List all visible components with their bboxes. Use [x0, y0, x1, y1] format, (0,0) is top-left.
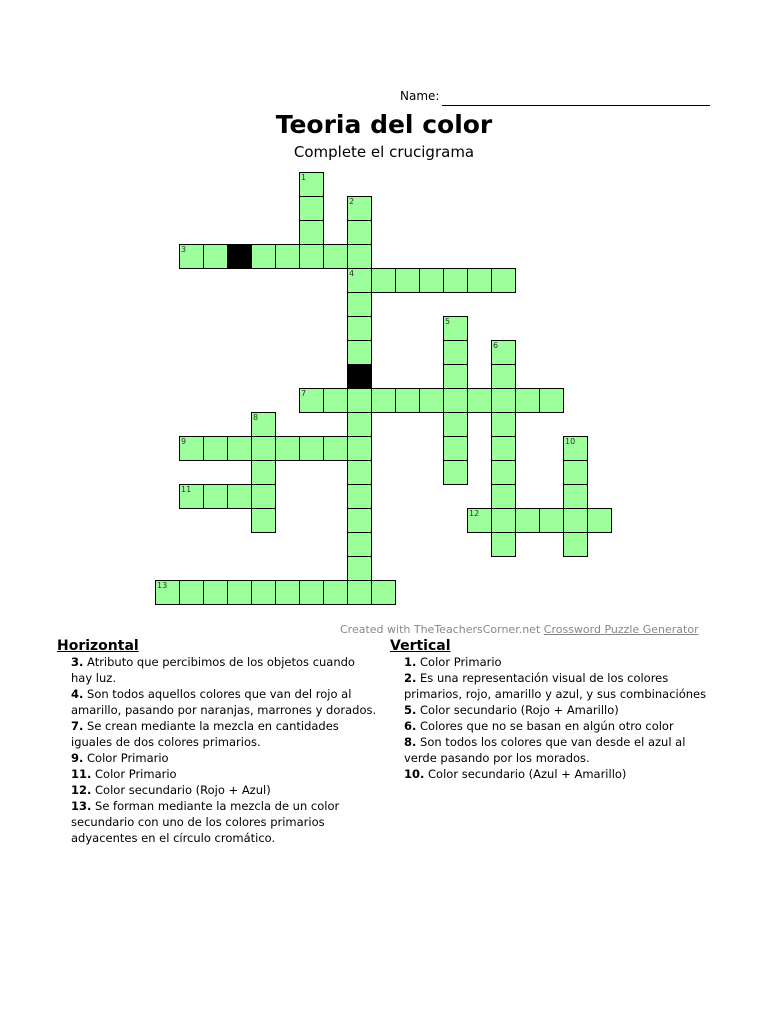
grid-cell[interactable] [347, 292, 372, 317]
grid-cell[interactable] [251, 244, 276, 269]
grid-cell[interactable] [299, 220, 324, 245]
grid-cell[interactable] [347, 412, 372, 437]
grid-cell[interactable] [491, 436, 516, 461]
grid-block [347, 364, 372, 389]
grid-number: 6 [493, 341, 499, 350]
horizontal-clues [57, 638, 377, 846]
grid-cell[interactable] [347, 268, 372, 293]
grid-number: 7 [301, 389, 307, 398]
grid-cell[interactable] [323, 388, 348, 413]
grid-cell[interactable] [323, 580, 348, 605]
clue-text: Colores que no se basan en algún otro color [416, 719, 674, 733]
clue-text: Color Primario [416, 655, 502, 669]
clue-number: 5. [404, 703, 417, 717]
grid-cell[interactable] [395, 268, 420, 293]
grid-cell[interactable] [419, 388, 444, 413]
grid-cell[interactable] [275, 436, 300, 461]
grid-cell[interactable] [347, 244, 372, 269]
grid-cell[interactable] [467, 508, 492, 533]
grid-cell[interactable] [251, 580, 276, 605]
grid-cell[interactable] [347, 460, 372, 485]
grid-cell[interactable] [251, 412, 276, 437]
clue-item [71, 798, 377, 846]
grid-cell[interactable] [299, 172, 324, 197]
vertical-heading: Vertical [390, 638, 451, 654]
grid-cell[interactable] [347, 532, 372, 557]
grid-number: 2 [349, 197, 355, 206]
grid-cell[interactable] [347, 220, 372, 245]
grid-number: 4 [349, 269, 355, 278]
grid-cell[interactable] [227, 436, 252, 461]
grid-cell[interactable] [563, 460, 588, 485]
clue-number: 7. [71, 719, 84, 733]
grid-cell[interactable] [443, 436, 468, 461]
grid-cell[interactable] [491, 268, 516, 293]
grid-cell[interactable] [563, 484, 588, 509]
clue-item [71, 750, 377, 766]
clue-item [71, 686, 377, 718]
clue-number: 13. [71, 799, 92, 813]
grid-number: 5 [445, 317, 451, 326]
grid-number: 11 [181, 485, 192, 494]
grid-cell[interactable] [347, 556, 372, 581]
grid-cell[interactable] [395, 388, 420, 413]
grid-cell[interactable] [443, 268, 468, 293]
grid-cell[interactable] [203, 484, 228, 509]
grid-cell[interactable] [563, 532, 588, 557]
grid-cell[interactable] [443, 340, 468, 365]
grid-cell[interactable] [227, 580, 252, 605]
grid-number: 12 [469, 509, 480, 518]
clue-text: Es una representación visual de los colores primarios, rojo, amarillo y azul, y sus combinaciónes [404, 671, 707, 701]
clue-item [404, 654, 712, 670]
grid-cell[interactable] [347, 580, 372, 605]
grid-cell[interactable] [203, 436, 228, 461]
grid-cell[interactable] [467, 268, 492, 293]
clue-number: 8. [404, 735, 417, 749]
grid-number: 8 [253, 413, 259, 422]
grid-cell[interactable] [347, 484, 372, 509]
grid-cell[interactable] [443, 388, 468, 413]
clue-number: 3. [71, 655, 84, 669]
grid-cell[interactable] [299, 388, 324, 413]
clue-text: Color secundario (Azul + Amarillo) [424, 767, 627, 781]
clue-item [404, 670, 712, 702]
grid-cell[interactable] [467, 388, 492, 413]
grid-cell[interactable] [251, 436, 276, 461]
clue-item [71, 718, 377, 750]
grid-cell[interactable] [323, 436, 348, 461]
grid-number: 10 [565, 437, 576, 446]
grid-cell[interactable] [443, 412, 468, 437]
grid-cell[interactable] [515, 388, 540, 413]
grid-cell[interactable] [491, 340, 516, 365]
clue-text: Se forman mediante la mezcla de un color secundario con uno de los colores primarios adyacentes en el círculo cromático. [71, 799, 340, 845]
grid-cell[interactable] [275, 580, 300, 605]
grid-cell[interactable] [539, 388, 564, 413]
grid-cell[interactable] [347, 340, 372, 365]
grid-cell[interactable] [179, 436, 204, 461]
grid-number: 9 [181, 437, 187, 446]
grid-block [227, 244, 252, 269]
grid-cell[interactable] [443, 364, 468, 389]
grid-cell[interactable] [227, 484, 252, 509]
grid-cell[interactable] [251, 484, 276, 509]
credit-line [340, 623, 699, 636]
grid-cell[interactable] [347, 316, 372, 341]
grid-cell[interactable] [443, 460, 468, 485]
clue-text: Color Primario [83, 751, 169, 765]
grid-cell[interactable] [419, 268, 444, 293]
generator-link[interactable]: Crossword Puzzle Generator [543, 623, 699, 636]
clue-number: 12. [71, 783, 92, 797]
grid-cell[interactable] [347, 196, 372, 221]
clue-text: Atributo que percibimos de los objetos cuando hay luz. [71, 655, 355, 685]
clue-item [404, 702, 712, 718]
grid-number: 3 [181, 245, 187, 254]
grid-cell[interactable] [491, 388, 516, 413]
grid-cell[interactable] [371, 268, 396, 293]
grid-cell[interactable] [299, 244, 324, 269]
grid-cell[interactable] [203, 580, 228, 605]
grid-cell[interactable] [443, 316, 468, 341]
grid-cell[interactable] [371, 580, 396, 605]
name-field-line[interactable] [442, 105, 710, 106]
clue-text: Son todos aquellos colores que van del rojo al amarillo, pasando por naranjas, marrones y dorados. [71, 687, 377, 717]
clue-text: Son todos los colores que van desde el azul al verde pasando por los morados. [404, 735, 686, 765]
grid-cell[interactable] [299, 580, 324, 605]
grid-cell[interactable] [563, 436, 588, 461]
grid-cell[interactable] [179, 244, 204, 269]
grid-cell[interactable] [491, 532, 516, 557]
grid-cell[interactable] [347, 436, 372, 461]
grid-cell[interactable] [491, 364, 516, 389]
grid-cell[interactable] [563, 508, 588, 533]
clue-number: 2. [404, 671, 417, 685]
grid-cell[interactable] [299, 436, 324, 461]
grid-cell[interactable] [491, 484, 516, 509]
clue-number: 6. [404, 719, 417, 733]
clue-text: Color secundario (Rojo + Amarillo) [416, 703, 619, 717]
clue-number: 4. [71, 687, 84, 701]
grid-cell[interactable] [179, 484, 204, 509]
grid-number: 13 [157, 581, 168, 590]
credit-text: Created with TheTeachersCorner.net [340, 623, 544, 636]
horizontal-heading: Horizontal [57, 638, 139, 654]
name-label: Name: [400, 89, 440, 103]
vertical-clues [390, 638, 712, 782]
grid-cell[interactable] [515, 508, 540, 533]
grid-cell[interactable] [491, 508, 516, 533]
grid-cell[interactable] [203, 244, 228, 269]
grid-cell[interactable] [371, 388, 396, 413]
grid-cell[interactable] [491, 412, 516, 437]
grid-cell[interactable] [179, 580, 204, 605]
clue-item [71, 654, 377, 686]
clue-item [71, 766, 377, 782]
grid-cell[interactable] [347, 388, 372, 413]
page-subtitle: Complete el crucigrama [293, 143, 475, 161]
grid-cell[interactable] [251, 460, 276, 485]
clue-item [71, 782, 377, 798]
clue-number: 10. [404, 767, 425, 781]
grid-cell[interactable] [155, 580, 180, 605]
clue-item [404, 718, 712, 734]
clue-item [404, 766, 712, 782]
grid-cell[interactable] [275, 244, 300, 269]
grid-cell[interactable] [491, 460, 516, 485]
grid-cell[interactable] [587, 508, 612, 533]
clue-text: Color secundario (Rojo + Azul) [91, 783, 271, 797]
horizontal-clue-list [57, 654, 377, 846]
page-title: Teoria del color [275, 110, 493, 139]
clue-number: 9. [71, 751, 84, 765]
clue-number: 11. [71, 767, 92, 781]
grid-cell[interactable] [347, 508, 372, 533]
vertical-clue-list [390, 654, 712, 782]
grid-cell[interactable] [299, 196, 324, 221]
clue-item [404, 734, 712, 766]
clue-text: Se crean mediante la mezcla en cantidades iguales de dos colores primarios. [71, 719, 339, 749]
clue-number: 1. [404, 655, 417, 669]
grid-cell[interactable] [251, 508, 276, 533]
grid-number: 1 [301, 173, 307, 182]
grid-cell[interactable] [323, 244, 348, 269]
clue-text: Color Primario [91, 767, 177, 781]
grid-cell[interactable] [539, 508, 564, 533]
